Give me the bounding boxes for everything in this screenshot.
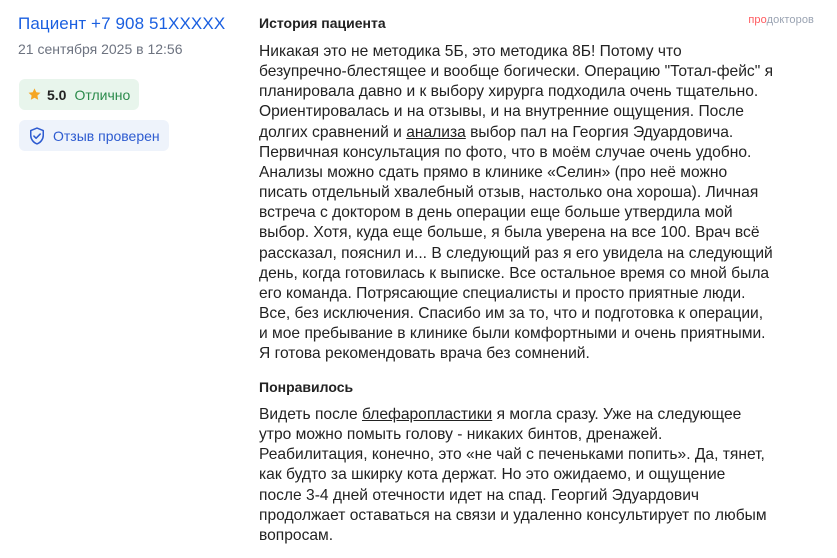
rating-badge <box>19 79 139 110</box>
brand-logo-part2: докторов <box>766 14 814 26</box>
blepharoplasty-link[interactable]: блефаропластики <box>361 406 493 423</box>
history-line: и мое пребывание в клинике были комфортными и очень приятными. <box>259 325 766 343</box>
verified-label: Отзыв проверен <box>53 127 160 144</box>
history-line: встреча с доктором в день операции еще больше утвердила мой <box>259 204 733 222</box>
rating-value: 5.0 <box>47 86 67 103</box>
liked-line-prefix: Видеть после <box>259 406 362 423</box>
liked-line: Реабилитация, конечно, это «не чай с печеньками попить». Да, тянет, <box>259 446 765 464</box>
history-line: безупречно-блестящее и вообще богически. Операцию "Тотал-фейс" я <box>259 63 774 81</box>
liked-title: Понравилось <box>259 379 354 395</box>
liked-text <box>259 405 819 546</box>
history-line: его команда. Потрясающие специалисты и просто приятные люди. <box>259 284 746 302</box>
history-line-suffix: выбор пал на Георгия Эдуардовича. <box>465 123 734 141</box>
history-line: Я готова рекомендовать врача без сомнений. <box>259 345 590 363</box>
history-line: писать отдельный хвалебный отзыв, настолько она хороша). Личная <box>259 184 759 202</box>
brand-logo <box>748 14 814 26</box>
liked-line: продолжает оставаться на связи и удаленно консультирует по любым <box>259 506 767 524</box>
history-line: планировала давно и к выбору хирурга подходила очень тщательно. <box>259 83 759 101</box>
liked-line-suffix: я могла сразу. Уже на следующее <box>492 406 742 423</box>
rating-label: Отлично <box>74 86 131 103</box>
star-icon <box>27 87 42 102</box>
history-line: Никакая это не методика 5Б, это методика 8Б! Потому что <box>259 43 682 60</box>
analysis-link[interactable]: анализа <box>406 123 466 141</box>
liked-line: утро можно помыть голову - никаких бинтов, дренажей. <box>259 426 663 444</box>
brand-logo-part1: про <box>748 14 767 26</box>
history-title: История пациента <box>259 15 386 31</box>
liked-line: после 3-4 дней отечности идет на спад. Георгий Эдуардович <box>259 486 700 504</box>
author-link[interactable]: Пациент +7 908 51XXXXX <box>18 14 226 33</box>
history-line: рассказал, пояснил и... В следующий раз я его увидела на следующий <box>259 244 773 262</box>
history-line: Анализы можно сдать прямо в клинике «Селин» (про неё можно <box>259 163 728 181</box>
history-text <box>259 42 819 365</box>
shield-check-icon <box>27 126 47 146</box>
liked-line-with-link <box>259 405 819 425</box>
history-line-with-link <box>259 123 819 143</box>
review-date: 21 сентября 2025 в 12:56 <box>18 41 183 57</box>
history-line: Первичная консультация по фото, что в моём случае очень удобно. <box>259 143 752 161</box>
liked-line: вопросам. <box>259 526 334 544</box>
history-line: день, когда готовилась к выписке. Все остальное время со мной была <box>259 264 770 282</box>
history-line: Все, без исключения. Спасибо им за то, что и подготовка к операции, <box>259 305 764 323</box>
verified-badge <box>19 120 169 151</box>
history-line: выбор. Хотя, куда еще больше, я была уверена на все 100. Врач всё <box>259 224 760 242</box>
history-line-prefix: долгих сравнений и <box>259 123 407 141</box>
history-line: Ориентировалась и на отзывы, и на внутренние ощущения. После <box>259 103 744 121</box>
liked-line: как будто за шкирку кота держат. Но это ожидаемо, и ощущение <box>259 466 726 484</box>
